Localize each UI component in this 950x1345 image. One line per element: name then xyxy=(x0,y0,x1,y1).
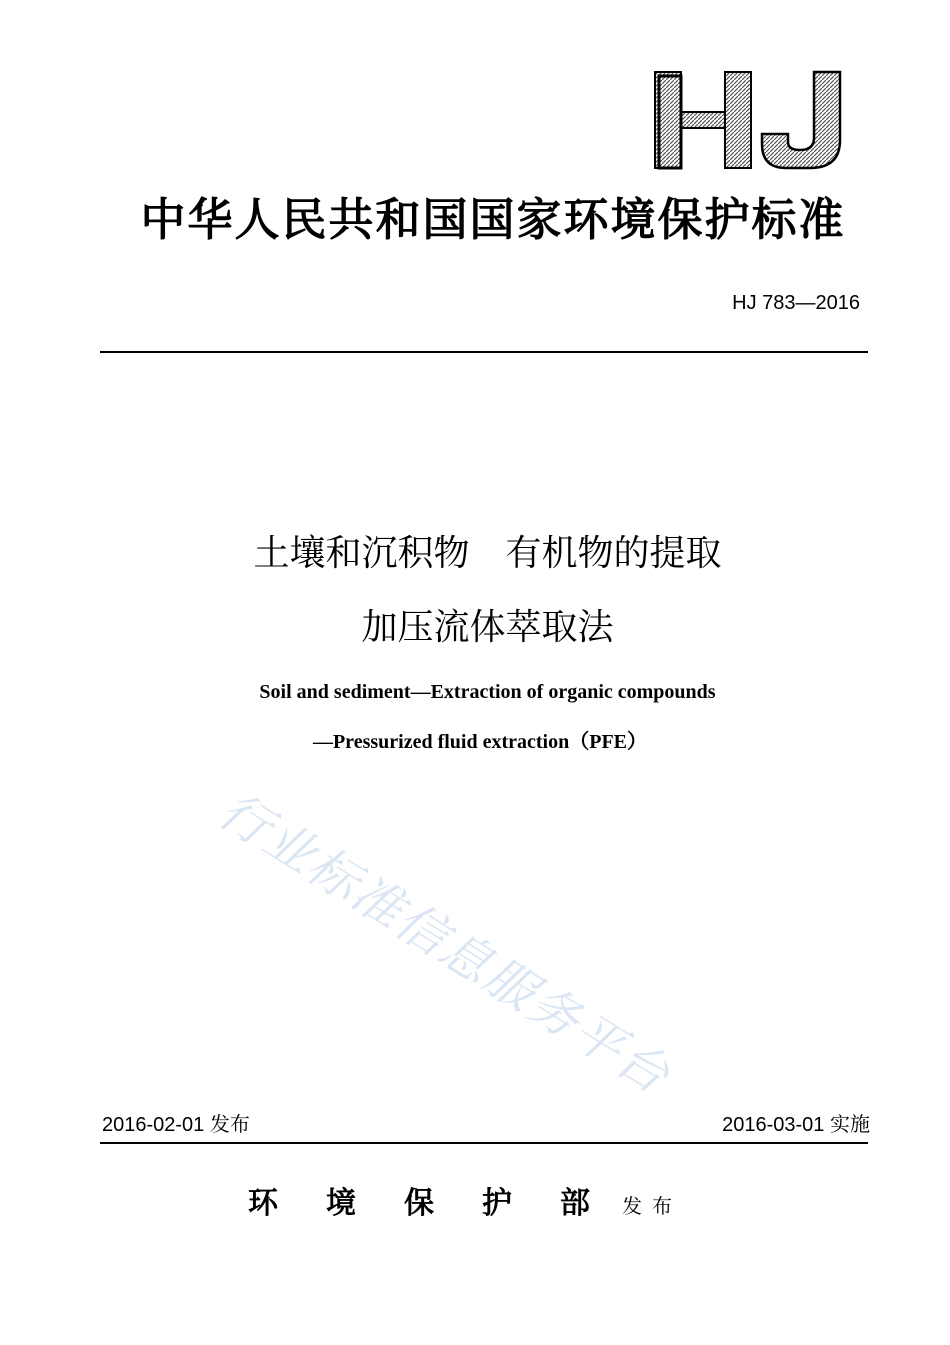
publisher-suffix: 发布 xyxy=(622,1194,682,1218)
top-divider xyxy=(100,351,868,353)
hj-logo xyxy=(650,68,845,176)
standard-number: HJ 783—2016 xyxy=(732,292,860,314)
english-title-line-2: —Pressurized fluid extraction（PFE） xyxy=(312,731,648,753)
chinese-title-line-2: 加压流体萃取法 xyxy=(361,607,614,648)
publisher-line xyxy=(248,1186,682,1224)
chinese-title-line-1: 土壤和沉积物 有机物的提取 xyxy=(253,533,722,574)
english-title-line-1: Soil and sediment—Extraction of organic compounds xyxy=(259,681,716,703)
issue-date: 2016-02-01 发布 xyxy=(102,1114,250,1136)
implementation-date: 2016-03-01 实施 xyxy=(722,1114,870,1136)
publisher-name: 环境保护部 xyxy=(248,1186,638,1221)
issuing-authority-title: 中华人民共和国国家环境保护标准 xyxy=(140,193,846,246)
bottom-divider xyxy=(100,1142,868,1144)
watermark: 行业标准信息服务平台 xyxy=(208,780,681,1106)
